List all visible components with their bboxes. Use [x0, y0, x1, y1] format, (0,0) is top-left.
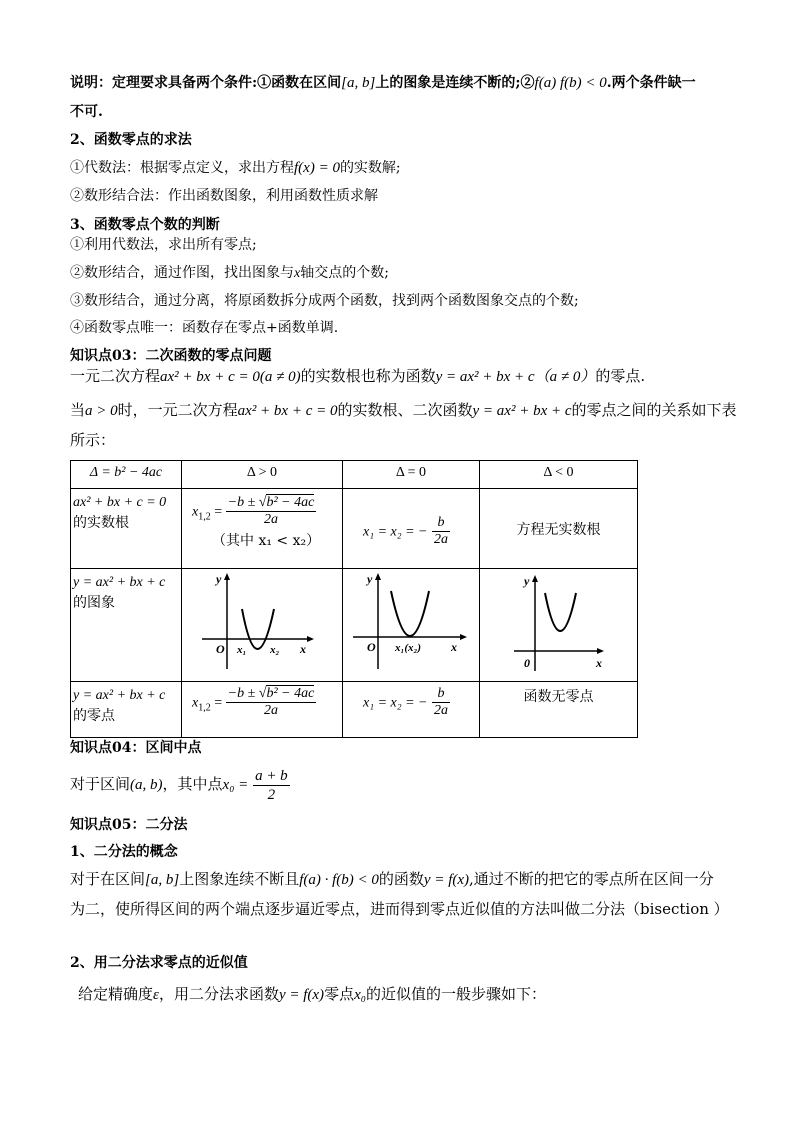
quadratic-table [70, 460, 638, 738]
note-text-a: 定理要求具备两个条件:①函数在区间 [112, 75, 342, 91]
kp04-midpoint-fraction [253, 767, 290, 804]
kp05-line2: 为二，使所得区间的两个端点逐步逼近零点，进而得到零点近似值的方法叫做二分法（bisection ） [70, 900, 729, 918]
table-header-positive: Δ > 0 [246, 465, 278, 480]
kp05-line3 [78, 984, 546, 1005]
row3-c2-fraction [432, 686, 450, 719]
row1-c1-radicand: b² − 4ac [266, 495, 315, 510]
graph-two-roots-svg [182, 569, 342, 677]
kp05-line3-c: 零点 [324, 985, 355, 1003]
row3-label-eq: y = ax² + bx + c [73, 688, 166, 703]
kp04-title: 知识点04：区间中点 [70, 740, 202, 756]
row1-c2-den: 2a [433, 532, 448, 547]
row1-c1-sub: 1,2 [198, 511, 211, 523]
kp03-line2-fn: y = ax² + bx + c [472, 403, 572, 419]
kp05-line1 [70, 869, 714, 890]
kp05-line1-int: [a, b] [145, 872, 180, 888]
g1-x2-label: x₂ [270, 644, 280, 656]
g3-x-label: x [596, 656, 602, 670]
kp03-line2 [70, 400, 737, 421]
note-line-2: 不可. [70, 104, 103, 120]
row1-c1-note: （其中 x₁ < x₂） [212, 533, 321, 549]
kp03-line1-fn: y = ax² + bx + c [435, 369, 535, 385]
sec3-title: 3、函数零点个数的判断 [70, 217, 220, 233]
row1-label-text: 的实数根 [73, 515, 129, 531]
kp03-line1-a: 一元二次方程 [70, 367, 161, 385]
kp03-line2-cond: a > 0 [85, 403, 118, 419]
kp05-line1-fn: y = f(x) [423, 872, 470, 888]
g1-x-label: x [300, 642, 306, 656]
row3-label-text: 的零点 [73, 708, 115, 724]
kp05-sub2: 2、用二分法求零点的近似值 [70, 955, 248, 971]
row2-label [71, 569, 181, 613]
g3-y-label: y [524, 574, 530, 588]
kp05-line3-x0: x₀ [354, 987, 366, 1003]
note-interval: [a, b] [341, 75, 376, 91]
sec2-item1-b: 的实数解; [339, 160, 401, 176]
note-label: 说明： [70, 75, 112, 91]
graph-no-roots-svg [480, 569, 637, 677]
table-row [71, 489, 638, 569]
row1-label [71, 489, 181, 533]
row3-c1-fraction: $\frac{\text{−b ± √b² − 4ac}}{2a}$ [227, 686, 315, 718]
row3-positive-zeros: $x_{1,2}$ = $\frac{\text{−b ± √b² − 4ac}}{2a}$ [192, 686, 315, 718]
kp03-line2-eq: ax² + bx + c = 0 [237, 403, 338, 419]
g1-origin-label: O [216, 642, 225, 656]
g2-origin-label: O [367, 640, 376, 654]
kp04-text-b: ，其中点 [162, 775, 223, 793]
row3-c2-den: 2a [433, 703, 448, 718]
kp04-den: 2 [267, 786, 276, 803]
row3-c2-num: b [432, 686, 450, 703]
kp05-line1-cond: f(a) · f(b) < 0 [299, 872, 379, 888]
kp03-line1-b: 的实数根也称为函数 [300, 367, 436, 385]
graph-two-roots [182, 569, 342, 681]
kp03-line2-d: 的零点之间的关系如下表 [571, 401, 737, 419]
table-row [71, 569, 638, 682]
row3-c1-num: −b ± [227, 686, 256, 701]
row3-zero-zero [343, 682, 479, 719]
row2-label-eq: y = ax² + bx + c [73, 575, 166, 590]
kp03-line2-b: 时，一元二次方程 [117, 401, 238, 419]
row1-zero-root [343, 489, 479, 548]
row3-c1-den: 2a [263, 703, 278, 718]
kp04-interval: (a, b) [130, 777, 163, 793]
kp05-line3-fn: y = f(x) [278, 987, 325, 1003]
note-text-b: 上的图象是连续不断的;② [375, 75, 535, 91]
kp05-line1-d: ,通过不断的把它的零点所在区间一分 [469, 870, 714, 888]
kp05-line3-a: 给定精确度 [78, 985, 154, 1003]
sec3-item2 [70, 263, 389, 284]
graph-one-root-svg [343, 569, 479, 677]
kp05-line3-eps: ε [153, 987, 159, 1003]
kp03-line1 [70, 366, 645, 387]
sec3-item4: ④函数零点唯一：函数存在零点+函数单调. [70, 320, 339, 336]
g3-origin-label: 0 [524, 656, 530, 670]
kp03-title: 知识点03：二次函数的零点问题 [70, 348, 272, 364]
table-header-discriminant: Δ = b² − 4ac [89, 465, 163, 480]
table-row [71, 682, 638, 738]
kp05-line3-b: ，用二分法求函数 [158, 985, 279, 1003]
row1-positive-roots: $x_{1,2}$ = $\frac{\text{−b ± √b² − 4ac}}{2a}$ （其中 x₁ < x₂） [182, 489, 342, 550]
note-condition: f(a) f(b) < 0 [534, 75, 607, 91]
row3-c1-lhs: x [192, 695, 199, 711]
row1-c2-lhs: x₁ = x₂ = − [363, 524, 428, 540]
note-line-1 [70, 73, 696, 93]
row2-label-text: 的图象 [73, 595, 115, 611]
sec2-item1-eq: f(x) = 0 [294, 160, 340, 176]
sec3-item2-x: x [294, 266, 301, 281]
table-header-row [71, 461, 638, 489]
g2-x-label: x [451, 640, 457, 654]
g1-x1-label: x₁ [237, 644, 247, 656]
kp03-line1-eq: ax² + bx + c = 0(a ≠ 0) [160, 369, 301, 385]
sec2-title: 2、函数零点的求法 [70, 132, 192, 148]
row1-c2-num: b [432, 515, 450, 532]
row1-no-roots: 方程无实数根 [516, 522, 601, 538]
row3-c1-radicand: b² − 4ac [266, 686, 315, 701]
kp03-line1-cond: （a ≠ 0） [534, 369, 596, 385]
row1-c1-fraction: $\frac{\text{−b ± √b² − 4ac}}{2a}$ [227, 495, 315, 527]
graph-no-roots [480, 569, 637, 681]
sec2-item1 [70, 158, 401, 178]
row1-c1-lhs: x [192, 504, 199, 520]
sec2-item2: ②数形结合法：作出函数图象，利用函数性质求解 [70, 188, 378, 204]
row1-c1-num: −b ± [227, 495, 256, 510]
row3-label [71, 682, 181, 726]
kp05-line1-a: 对于在区间 [70, 870, 146, 888]
sec3-item2-a: ②数形结合，通过作图，找出图象与 [70, 265, 294, 281]
kp04-x0: x₀ = [222, 777, 249, 793]
kp03-line2-a: 当 [70, 401, 86, 419]
g1-y-label: y [216, 572, 222, 586]
g2-y-label: y [367, 572, 373, 586]
sec2-item1-a: ①代数法：根据零点定义，求出方程 [70, 160, 294, 176]
kp03-line2-c: 的实数根、二次函数 [337, 401, 473, 419]
kp04-line [70, 766, 290, 804]
kp05-title: 知识点05：二分法 [70, 817, 188, 833]
sec3-item1: ①利用代数法，求出所有零点; [70, 237, 257, 253]
row3-c2-lhs: x₁ = x₂ = − [363, 695, 428, 711]
table-header-zero: Δ = 0 [395, 465, 427, 480]
kp05-line1-c: 的函数 [378, 870, 424, 888]
note-text-c: .两个条件缺一 [606, 75, 696, 91]
row3-no-zeros: 函数无零点 [523, 689, 594, 705]
kp05-line1-b: 上图象连续不断且 [179, 870, 300, 888]
kp03-line1-c: 的零点. [595, 367, 646, 385]
row3-c1-sub: 1,2 [198, 702, 211, 714]
graph-one-root [343, 569, 479, 681]
sec3-item2-b: 轴交点的个数; [300, 265, 389, 281]
kp04-num: a + b [255, 767, 288, 784]
row1-c2-fraction [432, 515, 450, 548]
kp04-text-a: 对于区间 [70, 775, 131, 793]
kp05-line3-d: 的近似值的一般步骤如下： [365, 985, 546, 1003]
row1-c1-den: 2a [263, 512, 278, 527]
kp05-sub1: 1、二分法的概念 [70, 844, 178, 860]
table-header-negative: Δ < 0 [543, 465, 574, 480]
g2-x12-label: x₁(x₂) [395, 642, 421, 654]
sec3-item3: ③数形结合，通过分离，将原函数拆分成两个函数，找到两个函数图象交点的个数; [70, 293, 579, 309]
kp03-line3: 所示： [70, 431, 116, 449]
row1-label-eq: ax² + bx + c = 0 [73, 495, 167, 510]
